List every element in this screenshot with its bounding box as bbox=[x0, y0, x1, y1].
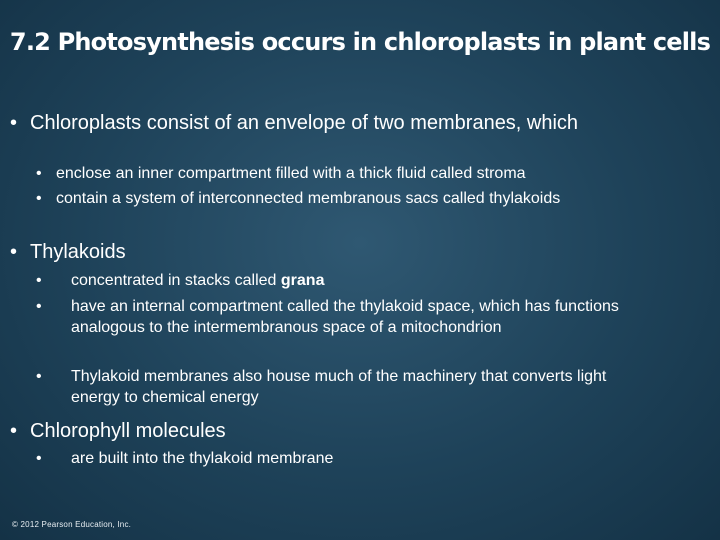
sub-bullet-text: are built into the thylakoid membrane bbox=[71, 450, 334, 467]
sub-bullet-text: enclose an inner compartment filled with a thick fluid called stroma bbox=[56, 165, 526, 182]
bullet-icon: • bbox=[10, 112, 18, 134]
slide-title: 7.2 Photosynthesis occurs in chloroplasts in plant cells bbox=[9, 28, 711, 56]
sub-bullet-text bbox=[71, 270, 656, 291]
bullet-text: Thylakoids bbox=[30, 241, 126, 263]
sub-bullet-membrane bbox=[36, 448, 656, 469]
grana-term: grana bbox=[280, 272, 325, 289]
bullet-icon: • bbox=[36, 190, 42, 207]
bullet-icon: • bbox=[36, 165, 42, 182]
sub-bullet-thylakoid-space bbox=[36, 296, 656, 338]
bullet-chloroplasts bbox=[10, 112, 670, 134]
bullet-icon: • bbox=[10, 420, 18, 442]
bullet-icon: • bbox=[36, 368, 42, 385]
sub-bullet-grana bbox=[36, 270, 656, 291]
bullet-icon: • bbox=[36, 272, 42, 289]
bullet-text: Chlorophyll molecules bbox=[30, 420, 226, 442]
grana-prefix: concentrated in stacks called bbox=[71, 272, 281, 289]
sub-bullet-text: have an internal compartment called the thylakoid space, which has functions analogous to the intermembranous space of a mitochondrion bbox=[71, 298, 619, 336]
bullet-icon: • bbox=[36, 450, 42, 467]
bullet-icon: • bbox=[36, 298, 42, 315]
sub-bullet-thylakoids bbox=[36, 188, 616, 209]
sub-bullet-machinery bbox=[36, 366, 656, 408]
bullet-chlorophyll bbox=[10, 420, 670, 442]
copyright-footer: © 2012 Pearson Education, Inc. bbox=[12, 520, 132, 529]
sub-bullet-stroma bbox=[36, 163, 676, 184]
bullet-text: Chloroplasts consist of an envelope of two membranes, which bbox=[30, 112, 579, 134]
sub-bullet-text: Thylakoid membranes also house much of the machinery that converts light energy to chemical energy bbox=[71, 368, 607, 406]
bullet-icon: • bbox=[10, 241, 18, 263]
bullet-thylakoids bbox=[10, 241, 670, 263]
sub-bullet-text: contain a system of interconnected membranous sacs called thylakoids bbox=[56, 190, 561, 207]
